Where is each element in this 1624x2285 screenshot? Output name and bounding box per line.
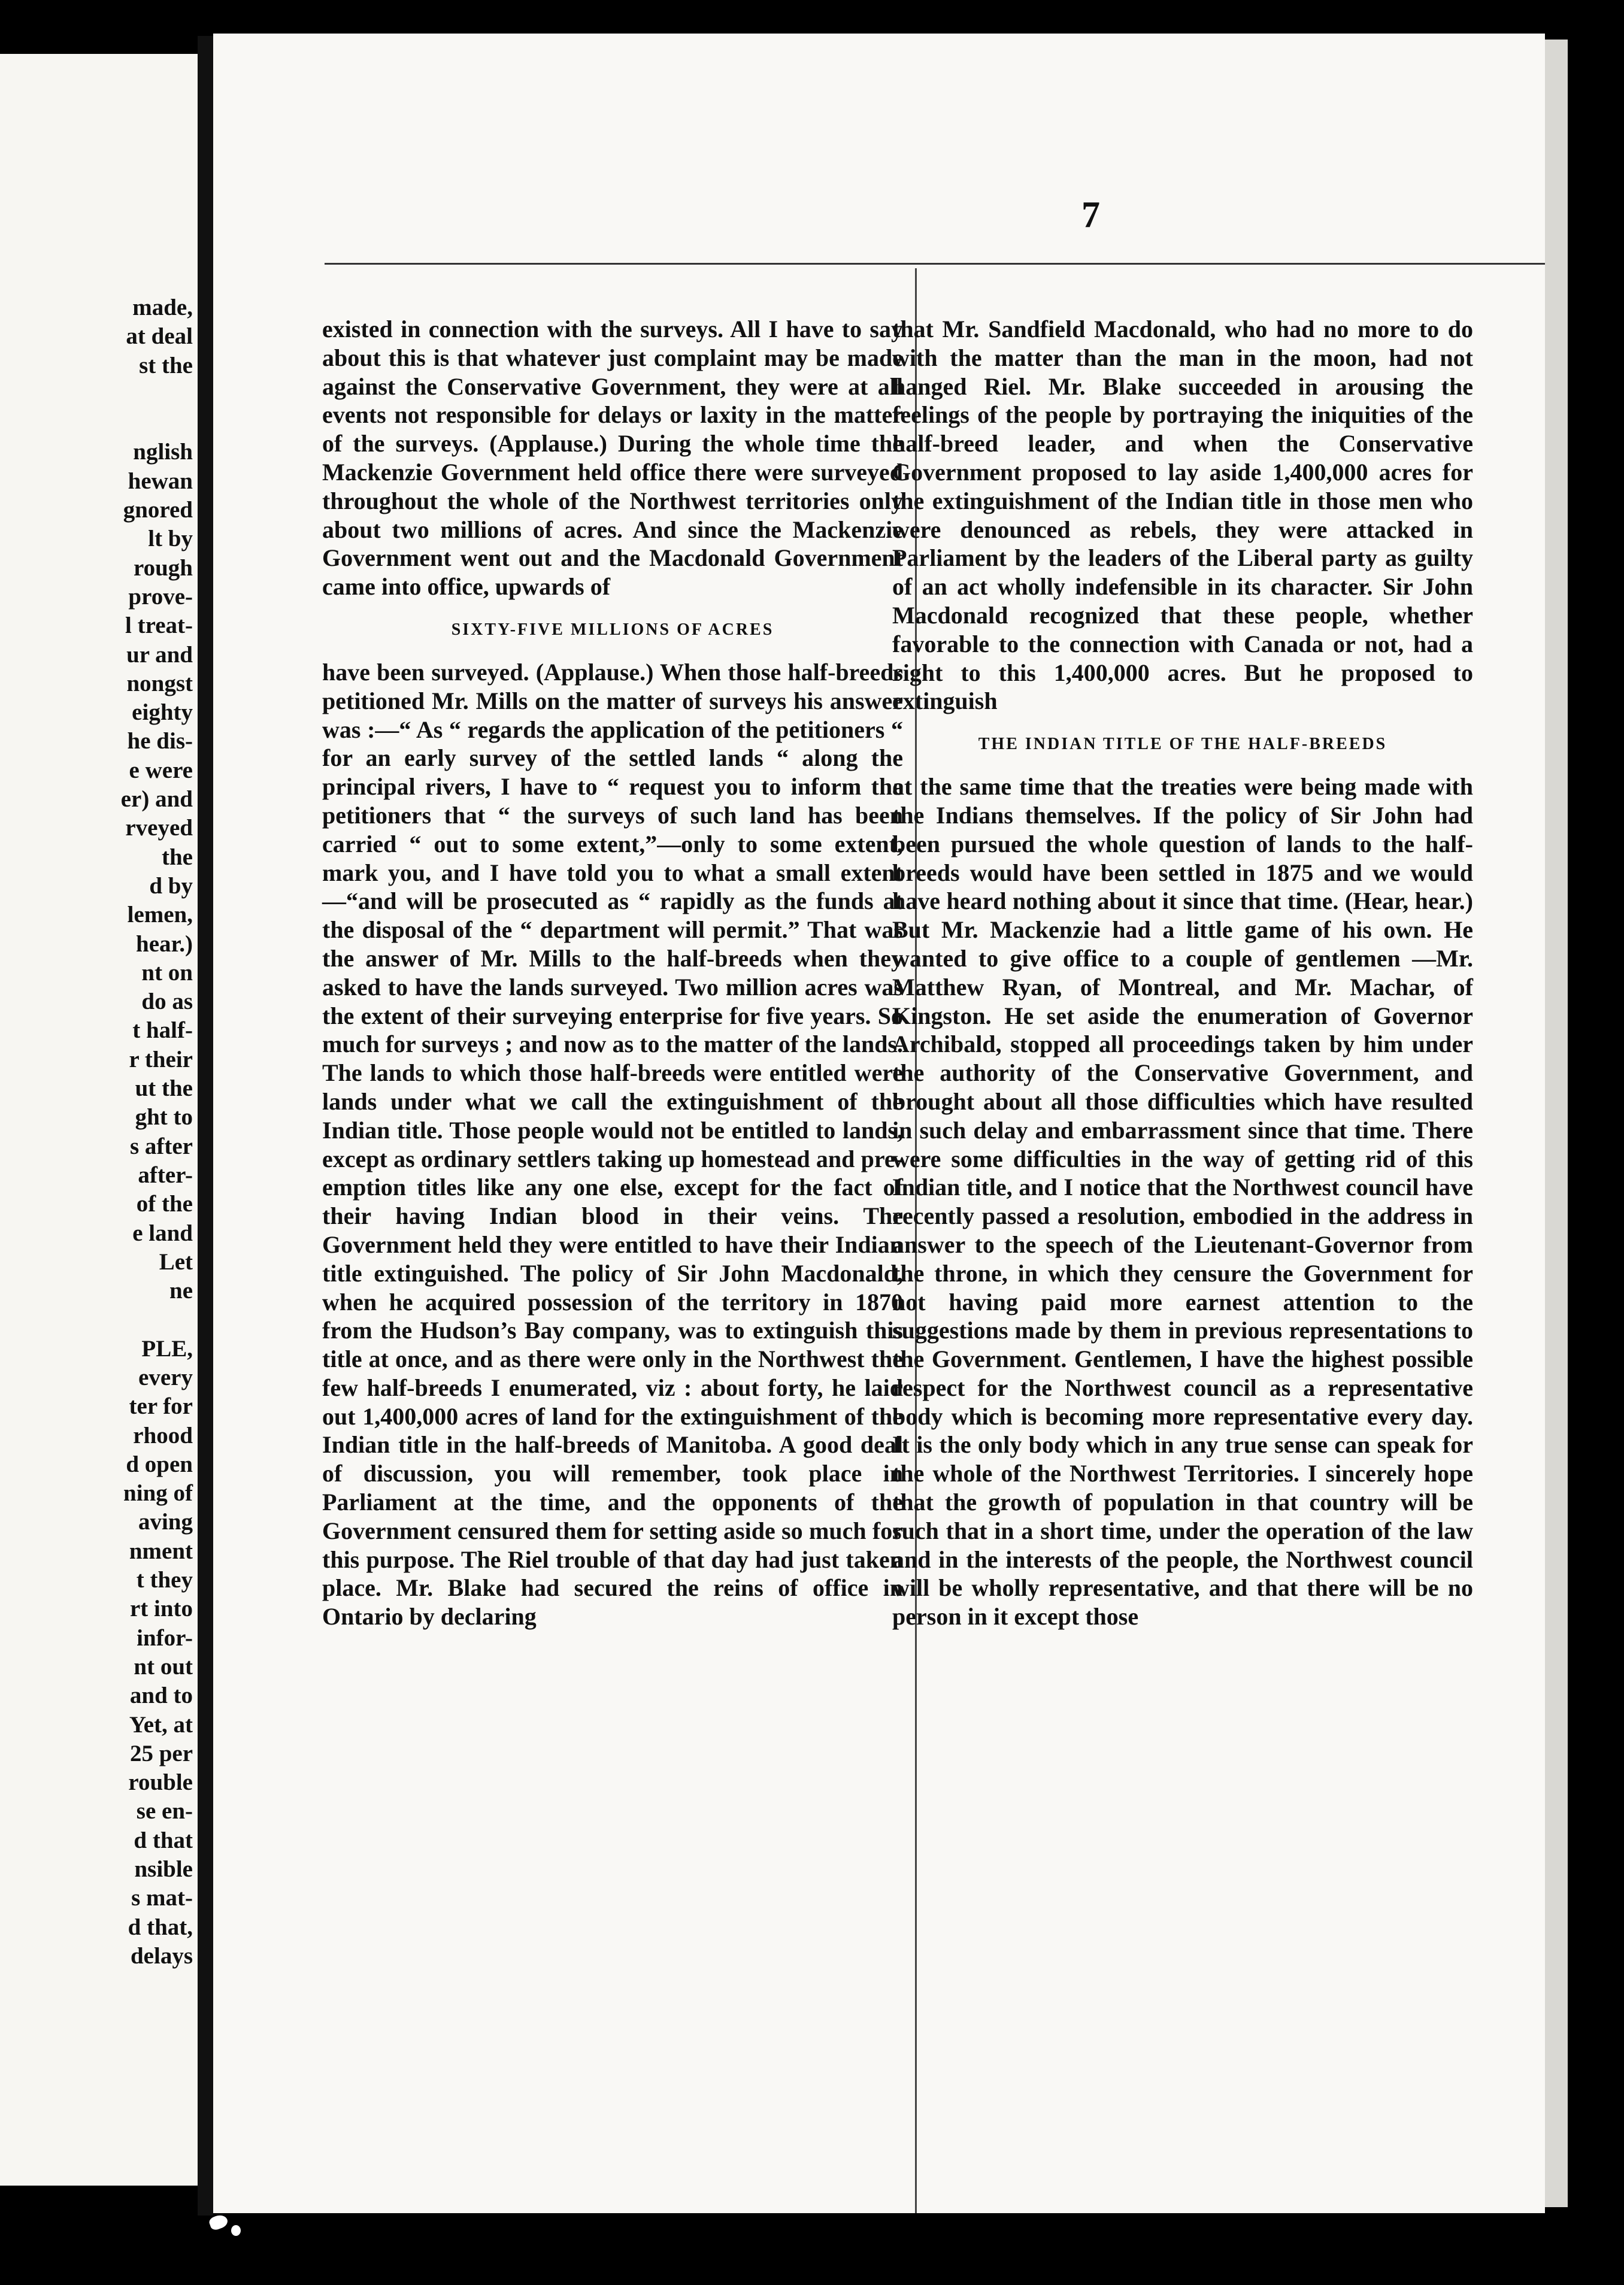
left-fragment-line: at deal <box>126 323 193 350</box>
left-fragment-line: ter for <box>129 1393 193 1420</box>
left-fragment-line: lemen, <box>127 902 193 928</box>
paragraph: that Mr. Sandfield Macdonald, who had no more to do with the matter than the man in the moon, had not hanged Riel. Mr. Blake succeeded in arousing the feelings of the people by portraying the iniquities of the half-breed leader, and when the Conservative Government proposed to lay aside 1,400,000 acres for the extinguishment of the Indian title in those men who were denounced as rebels, they were attacked in Parliament by the leaders of the Liberal party as guilty of an act wholly indefensible in its character. Sir John Macdonald recognized that these people, whether favorable to the connection with Canada or not, had a right to this 1,400,000 acres. But he proposed to extinguish <box>892 316 1473 715</box>
text-column-left <box>322 315 903 1631</box>
left-fragment-line: rhood <box>133 1422 193 1448</box>
left-fragment-line: lt by <box>148 526 193 552</box>
left-fragment-line: delays <box>130 1942 193 1969</box>
left-fragment-line: s after <box>129 1133 193 1159</box>
left-fragment-line: d open <box>126 1451 193 1477</box>
left-fragment-line: he dis- <box>127 728 193 754</box>
left-page-fragment <box>0 54 198 2186</box>
text-column-right <box>892 315 1473 1631</box>
left-fragment-line: nsible <box>134 1856 193 1883</box>
left-fragment-line: s mat- <box>131 1885 193 1911</box>
left-fragment-line: t they <box>136 1567 193 1593</box>
left-fragment-line: d that, <box>128 1914 193 1940</box>
section-heading: THE INDIAN TITLE OF THE HALF-BREEDS <box>978 735 1387 754</box>
left-fragment-line: ne <box>169 1278 193 1304</box>
left-fragment-line: rough <box>134 554 193 581</box>
left-fragment-line: e were <box>129 757 193 783</box>
page-edge <box>1545 40 1568 2207</box>
left-fragment-line: l treat- <box>125 613 193 639</box>
left-fragment-line: ght to <box>135 1104 193 1131</box>
section-heading: SIXTY-FIVE MILLIONS OF ACRES <box>451 620 774 639</box>
left-fragment-line: Yet, at <box>129 1711 193 1738</box>
left-fragment-line: and to <box>129 1683 193 1709</box>
left-fragment-line: do as <box>141 989 193 1015</box>
left-fragment-line: prove- <box>128 583 193 610</box>
left-fragment-line: r their <box>129 1046 193 1072</box>
left-fragment-line: made, <box>132 295 193 320</box>
left-fragment-line: ut the <box>135 1075 193 1102</box>
left-fragment-line: nglish <box>133 439 193 465</box>
paragraph: existed in connection with the surveys. All I have to say about this is that whatever just complaint may be made against the Conservative Government, they were at all events not responsible for delays or laxity in the matter of the surveys. (Applause.) During the whole time the Mackenzie Government held office there were surveyed throughout the whole of the Northwest territories only about two millions of acres. And since the Mackenzie Government went out and the Macdonald Government came into office, upwards of <box>322 316 903 601</box>
left-fragment-line: eighty <box>132 699 193 726</box>
left-fragment-line: every <box>138 1364 193 1390</box>
left-fragment-line: d by <box>149 872 193 899</box>
left-fragment-line: gnored <box>123 497 193 523</box>
paragraph: have been surveyed. (Applause.) When those half-breeds petitioned Mr. Mills on the matter of surveys his answer was :—“ As “ regards the application of the petitioners “ for an early survey of the settled lands “ along the principal rivers, I have to “ request you to inform the petitioners that “ the surveys of such land has been carried “ out to some extent,”—only to some extent, mark you, and I have told you to what a small extent—“and will be prosecuted as “ rapidly as the funds at the disposal of the “ department will permit.” That was the answer of Mr. Mills to the half-breeds when they asked to have the lands surveyed. Two million acres was the extent of their surveying enterprise for five years. So much for surveys ; and now as to the matter of the lands. The lands to which those half-breeds were entitled were lands under what we call the extinguishment of the Indian title. Those people would not be entitled to lands, except as ordinary settlers taking up homestead and pre-emption titles like any one else, except for the fact of their having Indian blood in their veins. The Government held they were entitled to have their Indian title extinguished. The policy of Sir John Macdonald, when he acquired possession of the territory in 1870 from the Hudson’s Bay company, was to extinguish this title at once, and as there were only in the Northwest the few half-breeds I enumerated, viz : about forty, he laid out 1,400,000 acres of land for the extinguishment of the Indian title in the half-breeds of Manitoba. A good deal of discussion, you will remember, took place in Parliament at the time, and the opponents of the Government censured them for setting aside so much for this purpose. The Riel trouble of that day had just taken place. Mr. Blake had secured the reins of office in Ontario by declaring <box>322 658 903 1631</box>
left-fragment-line: ur and <box>126 641 193 668</box>
left-fragment-line <box>13 409 193 438</box>
left-fragment-line: rt into <box>129 1596 193 1622</box>
left-fragment-line: rveyed <box>125 815 193 841</box>
left-fragment-line: aving <box>138 1509 193 1535</box>
left-fragment-line: nment <box>129 1538 193 1564</box>
left-fragment-line: nt on <box>141 959 193 986</box>
left-fragment-line: PLE, <box>141 1335 193 1362</box>
left-fragment-line: se en- <box>136 1798 193 1825</box>
left-fragment-line: after- <box>138 1162 193 1188</box>
left-fragment-line: ning of <box>123 1480 193 1507</box>
left-fragment-line: er) and <box>120 786 193 813</box>
left-fragment-line <box>13 380 193 409</box>
left-fragment-line: Let <box>159 1248 193 1275</box>
page-number: 7 <box>1081 195 1100 235</box>
paragraph: at the same time that the treaties were being made with the Indians themselves. If the policy of Sir John had been pursued the whole question of lands to the half-breeds would have been settled in 1875 and we would have heard nothing about it since that time. (Hear, hear.) But Mr. Mackenzie had a little game of his own. He wanted to give office to a couple of gentlemen —Mr. Matthew Ryan, of Montreal, and Mr. Machar, of Kingston. He set aside the enumeration of Governor Archibald, stopped all proceedings taken by him under the authority of the Conservative Government, and brought about all those difficulties which have resulted in such delay and embarrassment since that time. There were some difficulties in the way of getting rid of this Indian title, and I notice that the Northwest council have recently passed a resolution, embodied in the address in answer to the speech of the Lieutenant-Governor from the throne, in which they censure the Government for not having paid more earnest attention to the suggestions made by them in previous representations to the Government. Gentlemen, I have the highest possible respect for the Northwest council as a representative body which is becoming more representative every day. It is the only body which in any true sense can speak for the whole of the Northwest Territories. I sincerely hope that the growth of population in that country will be such that in a short time, under the operation of the law and in the interests of the people, the Northwest council will be wholly representative, and that there will be no person in it except those <box>892 773 1473 1631</box>
left-fragment-line: 25 per <box>129 1740 193 1766</box>
left-fragment-line: e land <box>132 1220 193 1246</box>
book-gutter <box>198 36 213 2216</box>
left-fragment-line: hear.) <box>136 931 193 957</box>
right-page <box>213 34 1545 2213</box>
scan-artifact <box>208 2213 229 2232</box>
left-fragment-line: the <box>162 844 193 870</box>
left-fragment-line: nt out <box>134 1653 193 1680</box>
left-fragment-line: infor- <box>137 1625 193 1651</box>
left-fragment-line: d that <box>134 1827 193 1853</box>
left-fragment-line: nongst <box>126 670 193 696</box>
left-fragment-line: st the <box>139 352 193 378</box>
left-fragment-line: of the <box>136 1191 193 1217</box>
left-fragment-line: hewan <box>128 468 193 494</box>
header-rule <box>325 263 1545 265</box>
scan-artifact <box>231 2225 241 2236</box>
left-fragment-line: rouble <box>128 1769 193 1796</box>
left-fragment-line <box>13 1305 193 1334</box>
left-page-text-fragments <box>13 293 193 1971</box>
left-fragment-line: t half- <box>132 1017 193 1044</box>
